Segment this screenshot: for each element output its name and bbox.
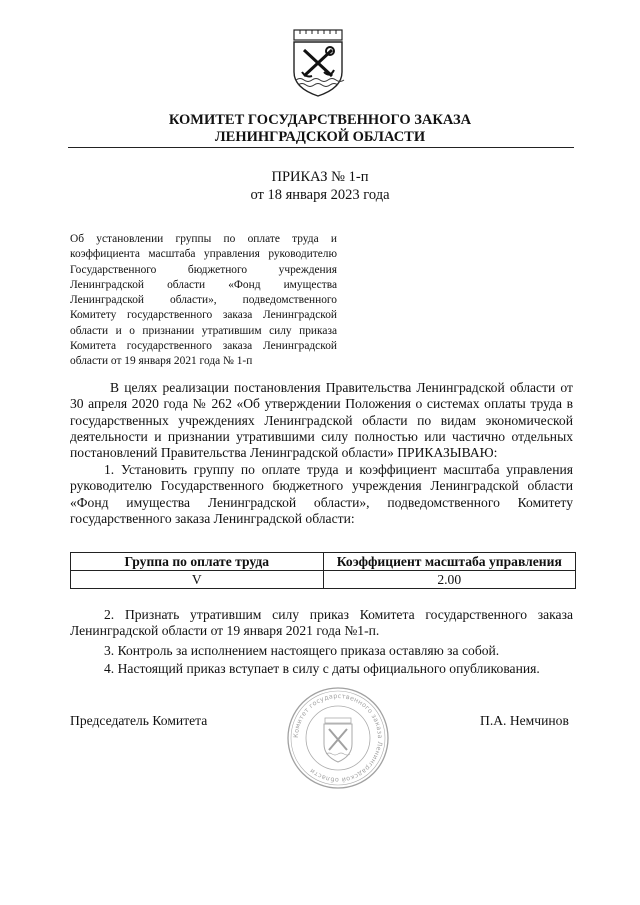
signatory-position: Председатель Комитета	[70, 713, 208, 728]
table-header-cell: Коэффициент масштаба управления	[323, 553, 576, 571]
committee-name-line2: ЛЕНИНГРАДСКОЙ ОБЛАСТИ	[214, 129, 426, 145]
subject-line: Ленинградской области», подведомственного	[70, 294, 337, 307]
preamble-line: 30 апреля 2020 года № 262 «Об утверждении Положения о системах оплаты труда в	[70, 396, 573, 412]
subject-line: Государственного бюджетного учреждения	[70, 263, 337, 276]
preamble-line: государственных учреждениях Ленинградской области по видам экономической	[70, 412, 573, 428]
header-rule	[68, 147, 574, 148]
item-3: 3. Контроль за исполнением настоящего приказа оставляю за собой.	[104, 643, 500, 658]
committee-name-line1: КОМИТЕТ ГОСУДАРСТВЕННОГО ЗАКАЗА	[168, 112, 472, 128]
subject-line: коэффициента масштаба управления руководителю	[70, 248, 337, 261]
item-2-line: 2. Признать утратившим силу приказ Комитета государственного заказа	[104, 607, 573, 622]
order-subject	[70, 232, 337, 370]
table-cell-group: V	[71, 571, 324, 589]
item-1-line: «Фонд имущества Ленинградской области», подведомственного Комитету	[70, 494, 573, 510]
signatory-name: П.А. Немчинов	[480, 713, 569, 728]
order-number: ПРИКАЗ № 1-п	[271, 169, 369, 185]
table-header-row	[71, 553, 576, 571]
preamble-line: В целях реализации постановления Правительства Ленинградской области от	[110, 380, 573, 395]
subject-line: Комитету государственного заказа Ленинградской	[70, 309, 337, 322]
subject-line: Об установлении группы по оплате труда и	[70, 233, 337, 245]
pay-group-table	[70, 552, 576, 589]
item-2-line: Ленинградской области от 19 января 2021 года №1-п.	[70, 623, 380, 639]
item-4: 4. Настоящий приказ вступает в силу с даты официального опубликования.	[104, 661, 540, 676]
subject-line: Ленинградской области «Фонд имущества	[70, 278, 337, 291]
order-date: от 18 января 2023 года	[250, 187, 390, 203]
coat-of-arms-icon	[290, 28, 346, 98]
preamble	[70, 380, 573, 461]
item-1-line: руководителю Государственного бюджетного учреждения Ленинградской области	[70, 478, 573, 494]
item-2	[70, 607, 573, 640]
subject-line: Комитета государственного заказа Ленинградской	[70, 340, 337, 353]
table-row	[71, 571, 576, 589]
subject-line: области и о признании утратившим силу приказа	[70, 324, 337, 337]
preamble-line: деятельности и признании утратившими силу полностью или частично отдельных	[70, 428, 573, 444]
item-1	[70, 462, 573, 527]
preamble-line: постановлений Правительства Ленинградской области» ПРИКАЗЫВАЮ:	[70, 445, 498, 461]
table-header-cell: Группа по оплате труда	[71, 553, 324, 571]
official-seal-icon	[286, 686, 390, 790]
seal-text: Комитет государственного заказа Ленинградской области	[291, 691, 385, 785]
item-1-line: 1. Установить группу по оплате труда и коэффициент масштаба управления	[104, 462, 573, 477]
subject-line: области от 19 января 2021 года № 1-п	[70, 355, 253, 368]
item-1-line: государственного заказа Ленинградской области:	[70, 510, 355, 526]
table-cell-coefficient: 2.00	[323, 571, 576, 589]
